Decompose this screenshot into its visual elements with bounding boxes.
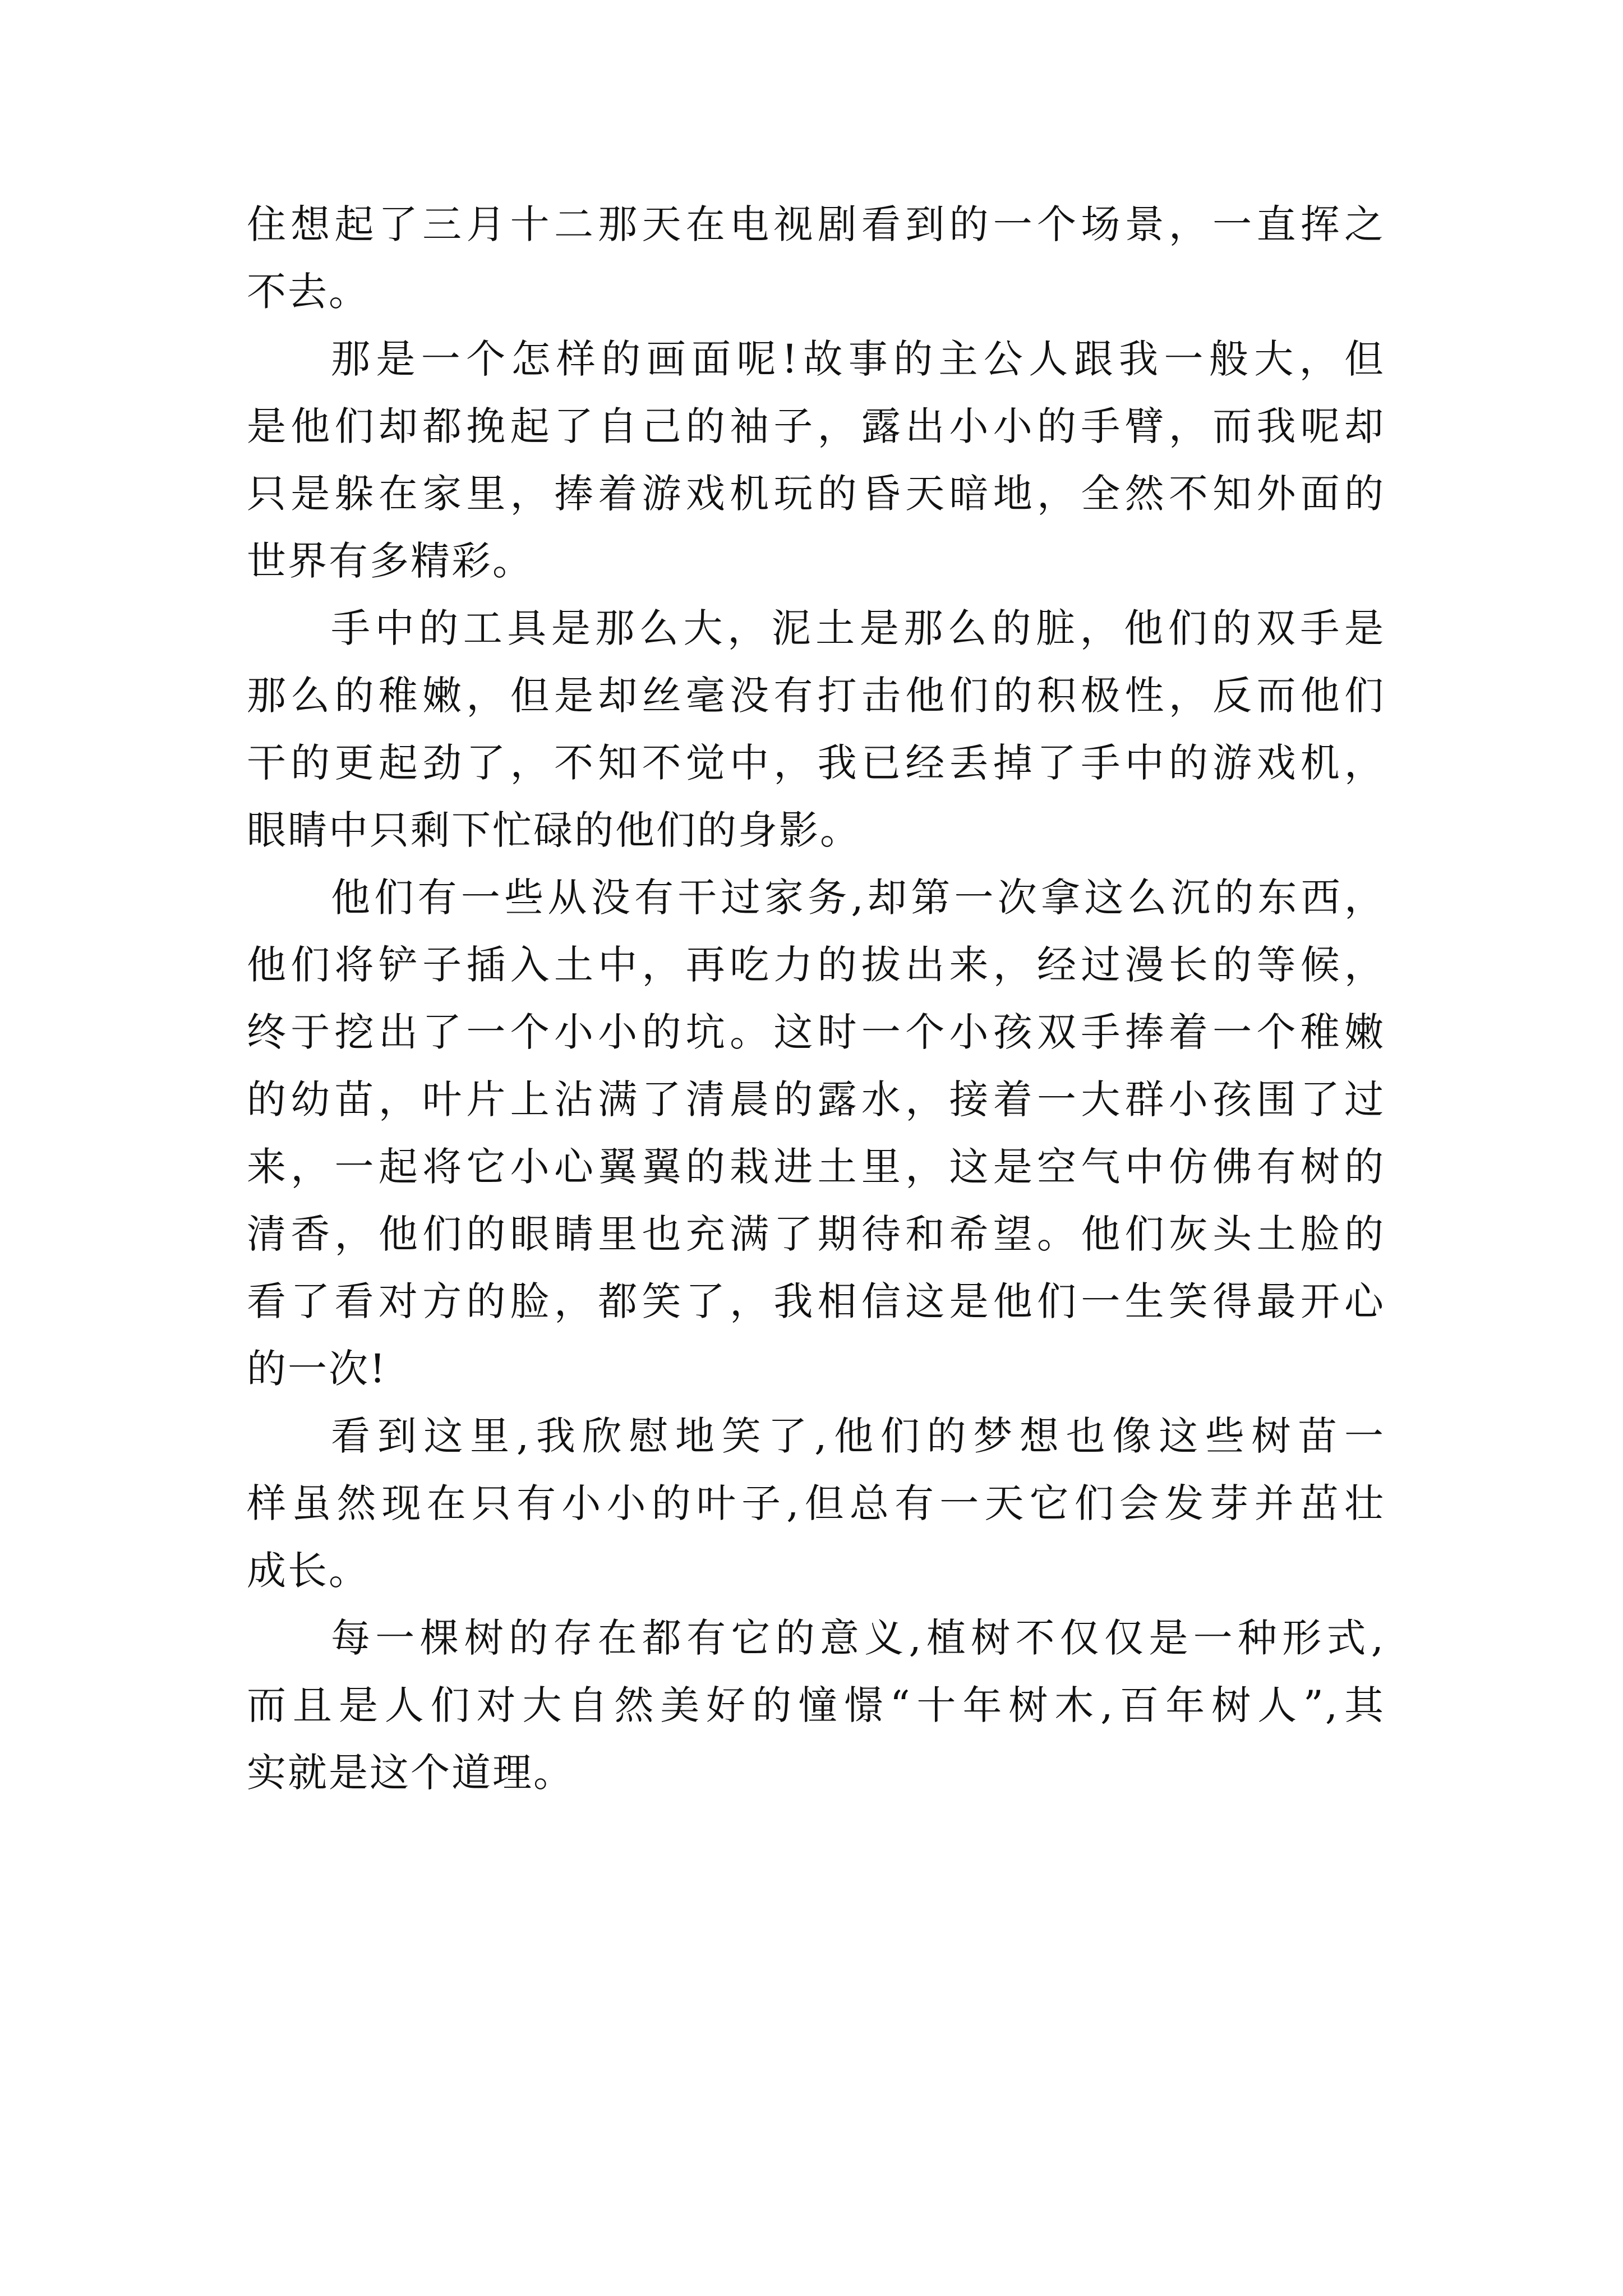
text-line: 成长。	[247, 1548, 370, 1594]
essay-body	[247, 191, 1385, 1806]
text-line: 样虽然现在只有小小的叶子,但总有一天它们会发芽并茁壮	[247, 1480, 1385, 1526]
text-line: 世界有多精彩。	[247, 538, 533, 584]
text-line: 来，一起将它小心翼翼的栽进土里，这是空气中仿佛有树的	[247, 1144, 1385, 1190]
text-line: 他们将铲子插入土中，再吃力的拔出来，经过漫长的等候，	[247, 942, 1385, 988]
paragraph-start-line: 手中的工具是那么大，泥土是那么的脏，他们的双手是	[331, 605, 1385, 651]
paragraph-start-line: 那是一个怎样的画面呢!故事的主公人跟我一般大，但	[331, 336, 1385, 382]
paragraph-start-line: 每一棵树的存在都有它的意义,植树不仅仅是一种形式,	[331, 1615, 1385, 1661]
text-line: 只是躲在家里，捧着游戏机玩的昏天暗地，全然不知外面的	[247, 471, 1385, 517]
paragraph-start-line: 他们有一些从没有干过家务,却第一次拿这么沉的东西，	[331, 875, 1385, 921]
text-line: 干的更起劲了，不知不觉中，我已经丢掉了手中的游戏机，	[247, 740, 1385, 786]
text-line: 而且是人们对大自然美好的憧憬“十年树木,百年树人”,其	[247, 1682, 1385, 1728]
text-line: 不去。	[247, 269, 370, 315]
text-line: 实就是这个道理。	[247, 1750, 574, 1796]
text-line: 的一次!	[247, 1346, 388, 1392]
text-line: 看了看对方的脸，都笑了，我相信这是他们一生笑得最开心	[247, 1278, 1385, 1324]
text-line: 清香，他们的眼睛里也充满了期待和希望。他们灰头土脸的	[247, 1211, 1385, 1257]
text-line: 的幼苗，叶片上沾满了清晨的露水，接着一大群小孩围了过	[247, 1076, 1385, 1122]
text-line: 眼睛中只剩下忙碌的他们的身影。	[247, 807, 861, 853]
text-line: 是他们却都挽起了自己的袖子，露出小小的手臂，而我呢却	[247, 403, 1385, 449]
paragraph-start-line: 看到这里,我欣慰地笑了,他们的梦想也像这些树苗一	[331, 1413, 1385, 1459]
text-line: 终于挖出了一个小小的坑。这时一个小孩双手捧着一个稚嫩	[247, 1009, 1385, 1055]
text-line: 住想起了三月十二那天在电视剧看到的一个场景，一直挥之	[247, 201, 1385, 247]
text-line: 那么的稚嫩，但是却丝毫没有打击他们的积极性，反而他们	[247, 673, 1385, 719]
